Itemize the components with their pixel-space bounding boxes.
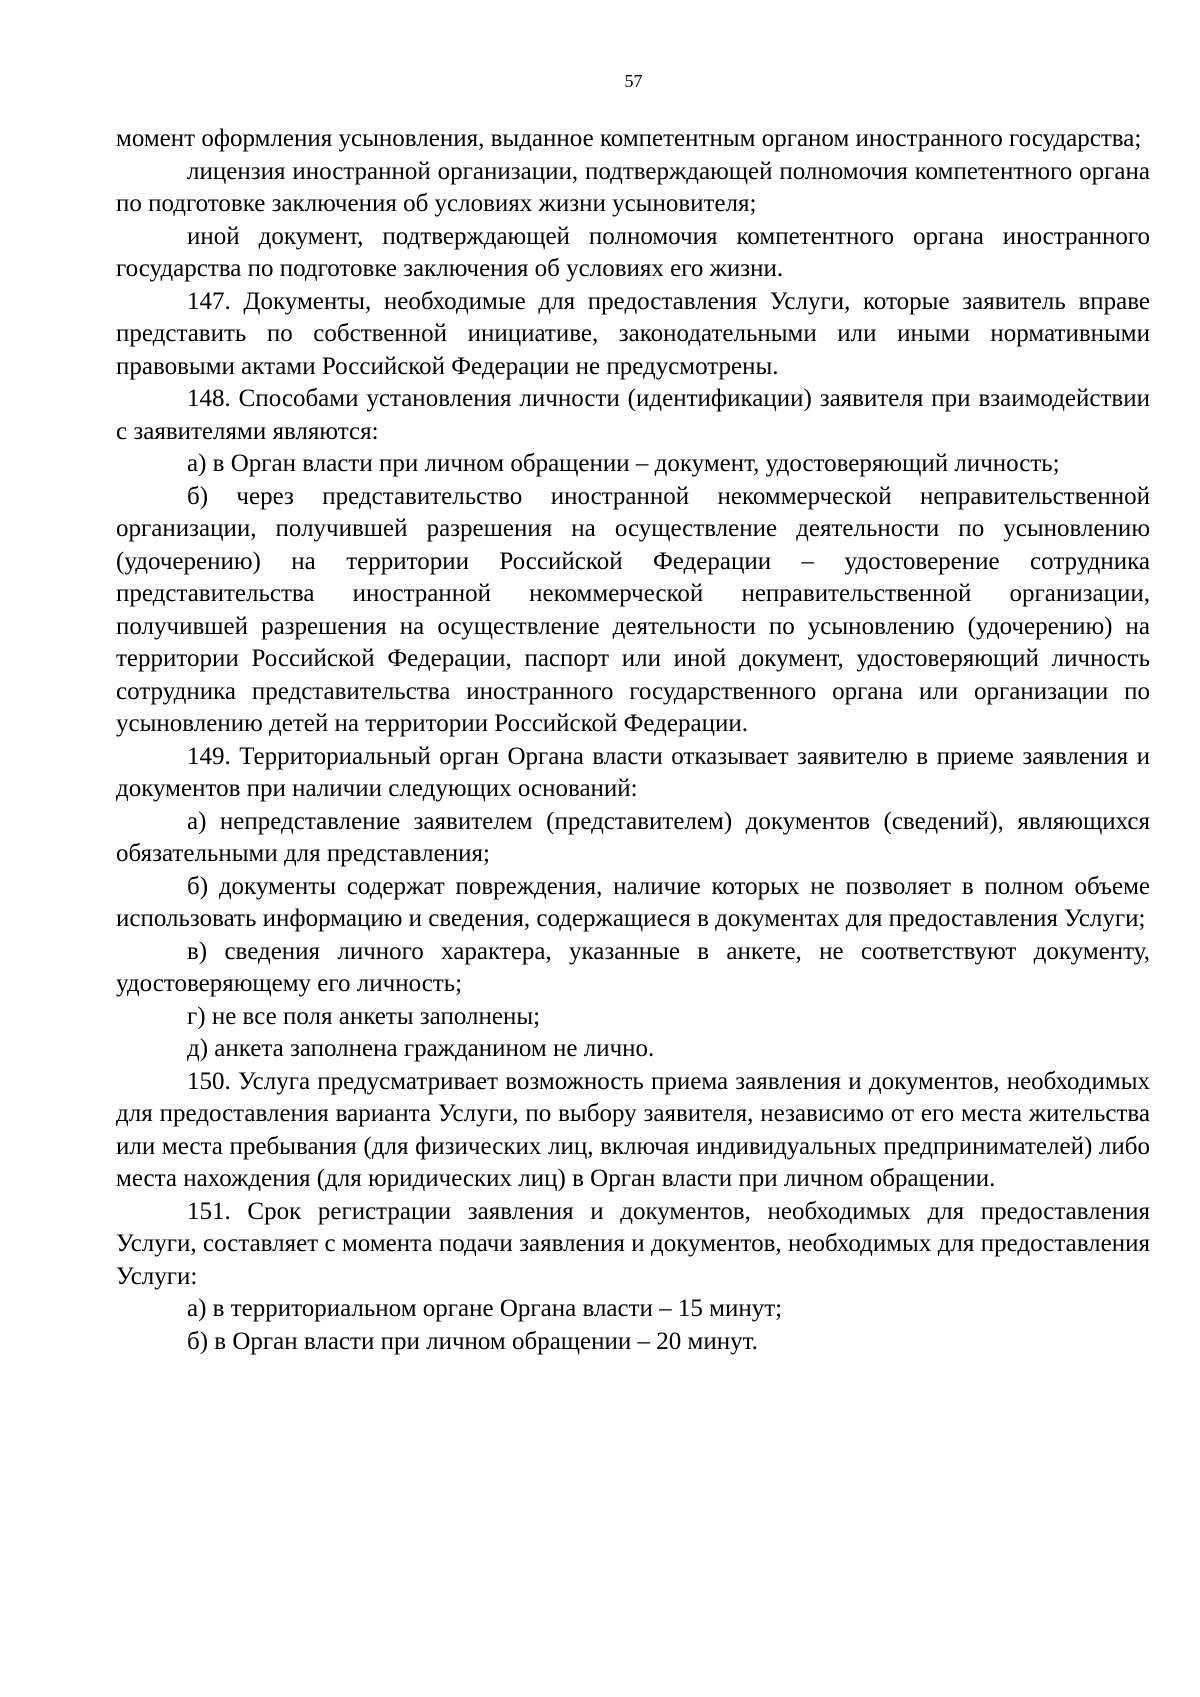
paragraph: а) в территориальном органе Органа власти – 15 минут; xyxy=(187,1295,783,1322)
paragraph: б) через представительство иностранной некоммерческой неправительственной организации, получившей разрешения на осуществление деятельности по усыновлению (удочерению) на территории Российской Федерации – удостоверение сотрудника представительства иностранной некоммерческой неправительственной организации, получившей разрешения на осуществление деятельности по усыновлению (удочерению) на территории Российской Федерации, паспорт или иной документ, удостоверяющий личность сотрудника представительства иностранного государственного органа или организации по усыновлению детей на территории Российской Федерации. xyxy=(116,482,1150,737)
paragraph: г) не все поля анкеты заполнены; xyxy=(187,1002,541,1030)
page-number: 57 xyxy=(624,71,643,91)
paragraph: 150. Услуга предусматривает возможность приема заявления и документов, необходимых для предоставления варианта Услуги, по выбору заявителя, независимо от его места жительства или места пребывания (для физических лиц, включая индивидуальных предпринимателей) либо места нахождения (для юридических лиц) в Орган власти при личном обращении. xyxy=(116,1067,1150,1192)
paragraph: лицензия иностранной организации, подтверждающей полномочия компетентного органа по подготовке заключения об условиях жизни усыновителя; xyxy=(116,157,1150,217)
paragraph: в) сведения личного характера, указанные в анкете, не соответствуют документу, удостоверяющему его личность; xyxy=(116,937,1150,997)
paragraph: б) в Орган власти при личном обращении – 20 минут. xyxy=(187,1327,758,1355)
paragraph: иной документ, подтверждающей полномочия компетентного органа иностранного государства по подготовке заключения об условиях его жизни. xyxy=(116,222,1150,282)
paragraph: 149. Территориальный орган Органа власти отказывает заявителю в приеме заявления и документов при наличии следующих оснований: xyxy=(116,742,1150,802)
paragraph: д) анкета заполнена гражданином не лично. xyxy=(187,1035,655,1062)
paragraph: 147. Документы, необходимые для предоставления Услуги, которые заявитель вправе представить по собственной инициативе, законодательными или иными нормативными правовыми актами Российской Федерации не предусмотрены. xyxy=(116,287,1150,380)
paragraph: а) в Орган власти при личном обращении – документ, удостоверяющий личность; xyxy=(187,450,1060,477)
document-body xyxy=(116,123,1150,1358)
paragraph: 148. Способами установления личности (идентификации) заявителя при взаимодействии с заявителями являются: xyxy=(116,385,1150,445)
paragraph: а) непредставление заявителем (представителем) документов (сведений), являющихся обязательными для представления; xyxy=(116,807,1150,867)
paragraph: момент оформления усыновления, выданное компетентным органом иностранного государства; xyxy=(116,125,1142,152)
paragraph: б) документы содержат повреждения, наличие которых не позволяет в полном объеме использовать информацию и сведения, содержащиеся в документах для предоставления Услуги; xyxy=(116,872,1150,932)
paragraph: 151. Срок регистрации заявления и документов, необходимых для предоставления Услуги, составляет с момента подачи заявления и документов, необходимых для предоставления Услуги: xyxy=(116,1197,1150,1290)
